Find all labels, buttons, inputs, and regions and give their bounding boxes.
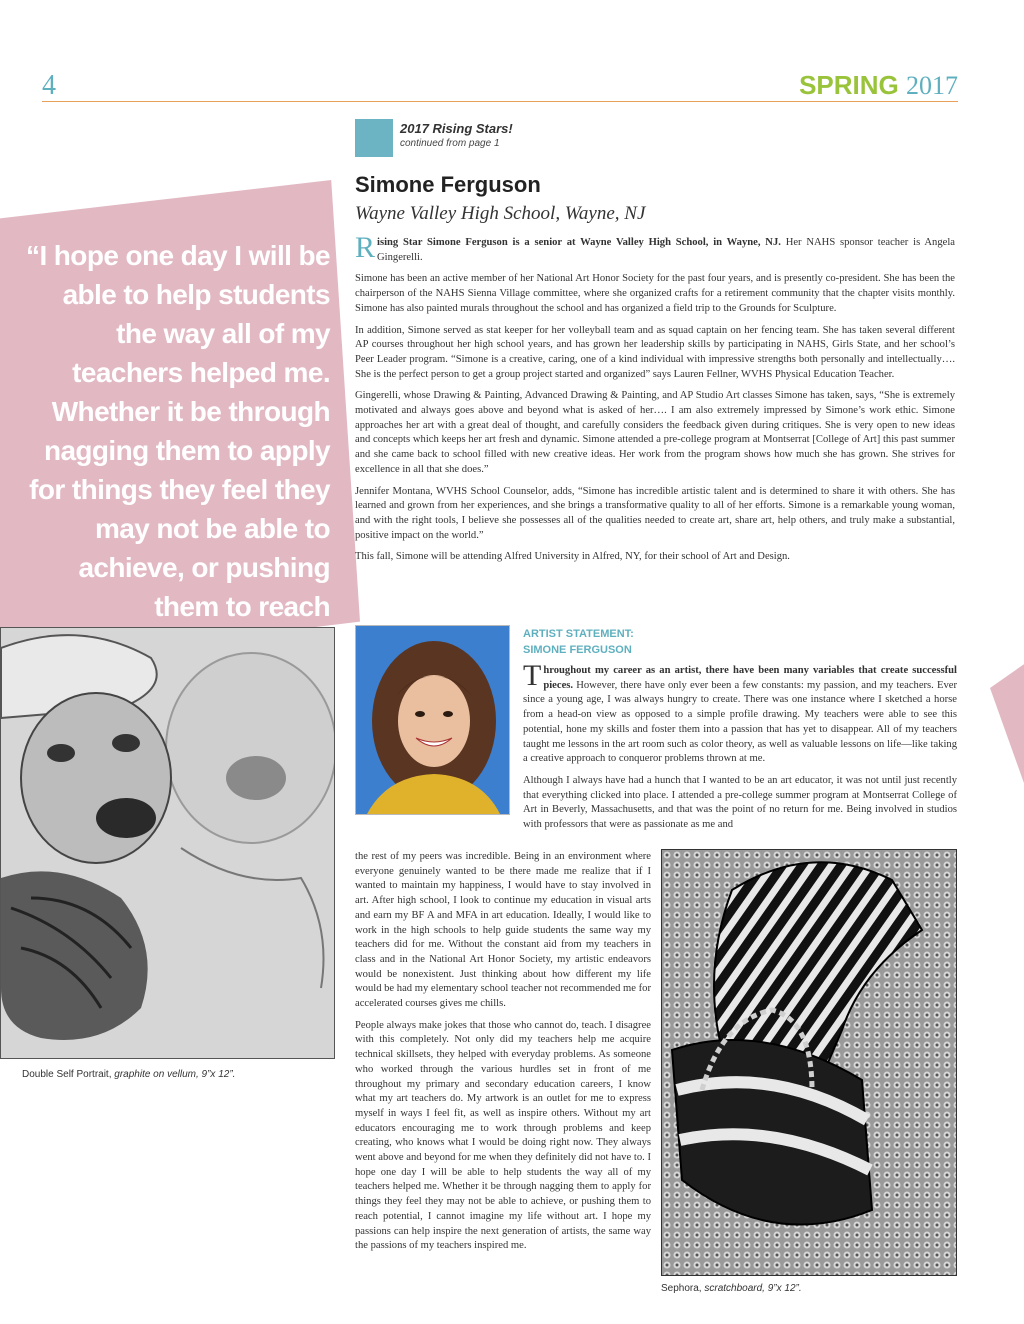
statement-paragraph: the rest of my peers was incredible. Being in an environment where everyone genuinely wanted to be there made me realize that if I wanted to maintain my happiness, I would have to stay involved in art. After high school, I look to continue my education in visual arts and earn my BF A and MFA in art education. Ideally, I would like to work in the high schools to help guide students the same way my teachers did for me. Without the constant aid from my teachers in class and in the National Art Honor Society, my artistic endeavors would be nonexistent. Just thinking about how different my life would be had my elementary school teacher not recommended me for accelerated courses gives me chills. — [355, 851, 651, 1010]
kicker-box — [355, 119, 393, 157]
caption-title: Double Self Portrait, — [22, 1069, 115, 1080]
kicker — [400, 121, 513, 149]
decorative-corner — [990, 660, 1024, 800]
statement-heading — [523, 626, 634, 658]
graphite-drawing — [1, 628, 335, 1059]
article-paragraph: Simone has been an active member of her National Art Honor Society for the past four years, and is presently co-president. She has been the chairperson of the NAHS Sienna Village committee, where she organized crafts for a retirement community that the chapter visits monthly. Simone has also painted murals throughout the school and has organized a field trip to the Grounds for Sculpture. — [355, 273, 955, 314]
caption-right — [661, 1283, 802, 1294]
statement-lead-bold: hroughout my career as an artist, there have been many variables that create successful pieces. — [543, 665, 957, 691]
student-photo — [355, 625, 510, 815]
statement-drop-cap: T — [523, 659, 542, 692]
pull-quote: “I hope one day I will be able to help students the way all of my teachers helped me. Whether it be through nagging them to apply for things they feel they may not be able to achieve, or pushing them to reach — [26, 240, 330, 622]
statement-lead-rest: However, there have only ever been a few constants: my passion, and my teachers. Ever since a young age, I was always hungry to create. There was one instance where I sketched a horse from a head-on view as opposed to a simple profile drawing. My teachers were able to see this potential, hone my skills and foster them into a passion that has yet to disappear. All of my teachers taught me lessons in the art room such as color theory, as well as valuable lessons on life—like taking a creative approach to conqueror problems thrown at me. — [523, 679, 957, 765]
caption-medium: graphite on vellum, 9”x 12”. — [114, 1069, 236, 1080]
article-paragraph: This fall, Simone will be attending Alfred University in Alfred, NY, for their school of Art and Design. — [355, 551, 790, 563]
article-paragraph: In addition, Simone served as stat keeper for her volleyball team and as squad captain on her fencing team. She has taken several different AP courses throughout her high school years, and has grown her leadership skills by participating in NAHS, Girls State, and her school’s Peer Leader program. “Simone is a creative, caring, one of a kind individual with impressive strengths both personally and intellectually…. She is the perfect person to get a group project started and organized” says Lauren Fellner, WVHS Physical Education Teacher. — [355, 324, 955, 380]
issue-season: SPRING — [799, 70, 899, 100]
article-subtitle: Wayne Valley High School, Wayne, NJ — [355, 203, 646, 224]
article-body — [355, 231, 955, 572]
statement-body-bottom — [355, 850, 651, 1261]
statement-paragraph: Although I always have had a hunch that I wanted to be an art educator, it was not until just recently that everything clicked into place. I attended a pre-college summer program at Montserrat College of Art in Beverly, Massachusetts, and that was the point of no return for me. Being involved in studios with professors that were as passionate as me and — [523, 774, 957, 831]
caption-medium: scratchboard, 9”x 12”. — [704, 1283, 802, 1294]
statement-lead — [523, 659, 957, 767]
issue-year: 2017 — [906, 71, 958, 100]
kicker-title: 2017 Rising Stars! — [400, 121, 513, 136]
sephora-image — [661, 849, 957, 1276]
statement-heading-line1: ARTIST STATEMENT: — [523, 628, 634, 640]
kicker-subtitle: continued from page 1 — [400, 138, 500, 149]
article-paragraph: Gingerelli, whose Drawing & Painting, Advanced Drawing & Painting, and AP Studio Art classes Simone has taken, says, “She is extremely motivated and always goes above and beyond what is asked of her…. I am also extremely impressed by Simone’s work ethic. Simone approaches her art with a great deal of thought, and carefully considers the feedback given during critiques. She is very open to new ideas and concepts which keeps her art fresh and dynamic. Simone attended a pre-college program at Montserrat [College of Art] this past summer and she came back to school filled with new creative ideas. Her work from the program shows how much she has grown. She strives for excellence in all that she does.” — [355, 390, 955, 475]
scratchboard-drawing — [662, 850, 957, 1276]
statement-heading-line2: SIMONE FERGUSON — [523, 644, 632, 656]
article-lead — [355, 231, 955, 265]
lead-rest: Her NAHS sponsor teacher is Angela Gingerelli. — [377, 237, 955, 263]
caption-title: Sephora, — [661, 1283, 705, 1294]
portrait-illustration — [356, 626, 510, 815]
statement-paragraph: People always make jokes that those who cannot do, teach. I disagree with this completely. Not only did my teachers help me acquire technical skillsets, they helped with everyday problems. As someone who worked through the various hurdles set in front of me throughout my primary and secondary education careers, I know what my art teachers do. My artwork is an outlet for me to express myself in ways I feel fit, as well as inspire others. Without my art educators encouraging me to work through problems and keep creating, who knows what I would be doing right now. They always went above and beyond for me when they definitely did not have to. I hope one day I will be able to help students the way all of my teachers helped me. Whether it be through nagging them to apply for things they feel they may not be able to achieve, or pushing them to reach potential, I cannot imagine my life without art. I hope my passions can help inspire the next generation of artists, the same way the passions of my teachers inspired me. — [355, 1019, 651, 1252]
lead-bold: ising Star Simone Ferguson is a senior at Wayne Valley High School, in Wayne, NJ. — [377, 237, 781, 248]
statement-body-top — [523, 659, 957, 840]
article-paragraph: Jennifer Montana, WVHS School Counselor, adds, “Simone has incredible artistic talent and is determined to share it with others. She has learned and grown from her experiences, and she brings a transformative quality to all of her efforts. Simone is a remarkable young woman, and with the right tools, I believe she possesses all of the qualities needed to create art, share art, help others, and truly make a substantial, positive impact on the world.” — [355, 485, 955, 541]
double-self-portrait-image — [0, 627, 335, 1059]
caption-left — [22, 1069, 235, 1080]
drop-cap: R — [355, 231, 376, 264]
page-number: 4 — [42, 70, 56, 101]
issue-label — [799, 70, 958, 101]
article-title: Simone Ferguson — [355, 172, 541, 197]
header-rule — [42, 101, 958, 102]
